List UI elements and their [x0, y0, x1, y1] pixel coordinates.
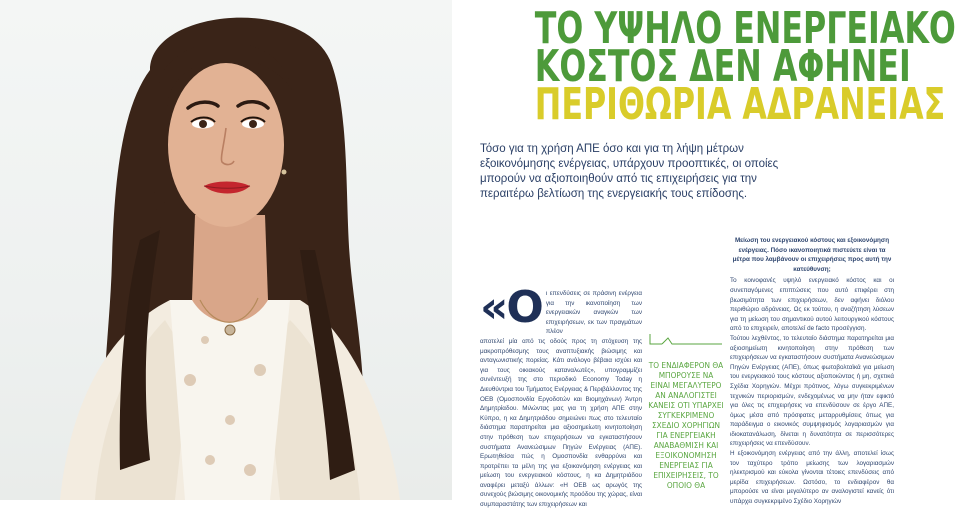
- portrait-photo: [0, 0, 452, 500]
- pull-quote-text: ΤΟ ΕΝΔΙΑΦΕΡΟΝ ΘΑ ΜΠΟΡΟΥΣΕ ΝΑ ΕΙΝΑΙ ΜΕΓΑΛΥΤΕΡΟ ΑΝ ΑΝΑΛΟΓΙΣΤΕΙ ΚΑΝΕΙΣ ΟΤΙ ΥΠΑΡΧΕΙ ΣΥΓΚΕΚΡΙΜΕΝΟ ΣΧΕΔΙΟ ΧΟΡΗΓΙΩΝ ΓΙΑ ΕΝΕΡΓΕΙΑΚΗ ΑΝΑΒΑΘΜΙΣΗ ΚΑΙ ΕΞΟΙΚΟΝΟΜΗΣΗ ΕΝΕΡΓΕΙΑΣ ΓΙΑ ΕΠΙΧΕΙΡΗΣΕΙΣ, ΤΟ ΟΠΟΙΟ ΘΑ: [648, 360, 724, 490]
- answer-paragraph-2: Τούτου λεχθέντος, το τελευταίο διάστημα παρατηρείται μια αξιοσημείωτη κινητοποίηση στην πρόθεση των επιχειρήσεων να εγκαταστήσουν συστήματα Ανανεώσιμων Πηγών Ενέργειας (ΑΠΕ), όπως φωτοβολταϊκά για μείωση του ενεργειακού τους κόστους αξιοποιώντας ή μη, σχετικά Σχέδια Χορηγιών. Μέχρι πρότινος, λόγω συγκεκριμένων τεχνικών περιορισμών, ενδεχομένως να μην ήταν εφικτό για όλες τις επιχειρήσεις να επενδύσουν σε έργο ΑΠΕ, όμως μέσα από πρόσφατες μεταρρυθμίσεις όπως για παράδειγμα ο εικονικός συμψηφισμός λογαριασμών για ιδιοκατανάλωση, δίνεται η δυνατότητα σε περισσότερες επιχειρήσεις να επενδύσουν.: [730, 334, 894, 448]
- article-column-2: [730, 236, 894, 507]
- interview-question: Μείωση του ενεργειακού κόστους και εξοικονόμηση ενέργειας. Πόσο ικανοποιητικά πιστεύετε είναι τα μέτρα που λαμβάνουν οι επιχειρήσεις προς αυτή την κατεύθυνση;: [732, 237, 892, 273]
- answer-paragraph-1: Το κοινοφανές υψηλό ενεργειακό κόστος και οι συνεπαγόμενες επιπτώσεις που αυτό επιφέρει στη βιωσιμότητα των επιχειρήσεων, δεν αφήνει διόλου περιθώριο αδράνειας. Ως εκ τούτου, η αναζήτηση λύσεων για τη μείωση του σημαντικού αυτού λειτουργικού κόστους από το επιχειρείν, αποτελεί de facto προσέγγιση.: [730, 277, 894, 333]
- column-1-body: αποτελεί μία από τις οδούς προς τη στόχευση της μακροπρόθεσμης τους αναπτυξιακής βιώσιμης και ανταγωνιστικής πορείας. Κάτι ανάλογο βέβαια ισχύει και για τους οικιακούς καταναλωτές», υπογραμμίζει συνέντευξή της στο περιοδικό Economy Today η Διευθύντρια του Τμήματος Ενέργειας & Περιβάλλοντος της ΟΕΒ (Ομοσπονδία Εργοδοτών και Βιομηχάνων) Άντρη Δημητρίαδου. Μιλώντας μας για τη χρήση ΑΠΕ στην Κύπρο, η κα Δημητριάδου σημειώνει πως στο τελευταίο διάστημα παρατηρείται μια αξιοσημείωτη κινητοποίηση στην πρόθεση των επιχειρήσεων να εγκαταστήσουν συστήματα Ανανεώσιμων Πηγών Ενέργειας (ΑΠΕ). Ερωτηθείσα πώς η Ομοσπονδία ενθαρρύνει και προτρέπει τα μέλη της για εξοικονόμηση ενέργειας και μείωση του ενεργειακού κόστους, η κα Δημητριάδου αναφέρει μεταξύ άλλων: «Η ΟΕΒ ως αρωγός της συνεχούς βιώσιμης οικονομικής προόδου της χώρας, είναι συμπαραστάτης των επιχειρήσεων και: [480, 337, 642, 509]
- headline-line-1: ΤΟ ΥΨΗΛΟ ΕΝΕΡΓΕΙΑΚΟ: [534, 3, 956, 54]
- answer-paragraph-3: Η εξοικονόμηση ενέργειας από την άλλη, αποτελεί ίσως τον ταχύτερο τρόπο μείωσης των λογαριασμών ηλεκτρισμού και εύκολα γίνονται τέτοιες επενδύσεις από μερίδα επιχειρήσεων. Ωστόσο, το ενδιαφέρον θα μπορούσε να είναι μεγαλύτερο αν αναλογιστεί κανείς ότι υπάρχει συγκεκριμένο Σχέδιο Χορηγιών: [730, 450, 894, 506]
- article-column-1: [480, 282, 642, 510]
- dropcap: «Ο: [480, 282, 542, 333]
- article-page: [452, 0, 956, 509]
- portrait-illustration: [0, 0, 452, 500]
- pull-quote-rule-icon: [648, 332, 724, 356]
- headline-line-2: ΚΟΣΤΟΣ ΔΕΝ ΑΦΗΝΕΙ: [534, 41, 911, 92]
- headline-line-3: ΠΕΡΙΘΩΡΙΑ ΑΔΡΑΝΕΙΑΣ: [534, 79, 946, 130]
- opening-text: ι επενδύσεις σε πράσινη ενέργεια για την ικανοποίηση των ενεργειακών αναγκών των επιχειρήσεων, εκ των πραγμάτων πλέον: [545, 290, 642, 336]
- headline: [534, 3, 956, 130]
- lead-paragraph: Τόσο για τη χρήση ΑΠΕ όσο και για τη λήψη μέτρων εξοικονόμησης ενέργειας, υπάρχουν προοπτικές, οι οποίες μπορούν να αξιοποιηθούν από τις επιχειρήσεις για την περαιτέρω βελτίωση της ενεργειακής τους επίδοσης.: [480, 143, 779, 200]
- dropcap-block: [480, 282, 642, 337]
